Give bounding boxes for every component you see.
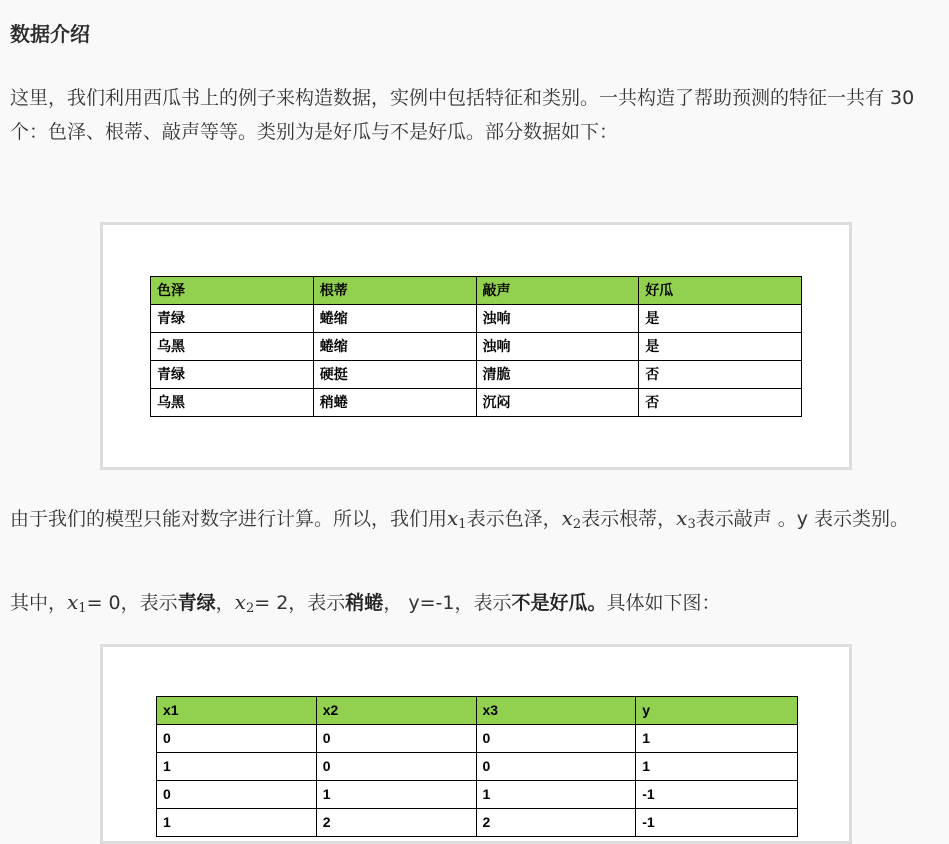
- table-cell: 1: [316, 781, 476, 809]
- math-subscript: 3: [687, 517, 696, 532]
- example-paragraph: [10, 585, 945, 626]
- math-symbol: x: [561, 506, 573, 530]
- table-header-cell: x1: [157, 697, 317, 725]
- table-cell: 2: [316, 809, 476, 837]
- table-cell: 否: [639, 361, 802, 389]
- math-symbol: x: [234, 590, 246, 614]
- table-cell: 蜷缩: [313, 305, 476, 333]
- math-subscript: 2: [572, 517, 582, 532]
- math-variable: [562, 506, 582, 530]
- feature-table: [150, 276, 802, 417]
- table-figure-1: [100, 222, 852, 470]
- table-header-cell: 敲声: [476, 277, 639, 305]
- table-header-cell: 好瓜: [639, 277, 802, 305]
- table-cell: -1: [636, 809, 798, 837]
- table-row: [157, 725, 798, 753]
- table-header-cell: y: [636, 697, 798, 725]
- encoded-table: [156, 696, 798, 837]
- table-cell: 1: [636, 725, 798, 753]
- table-cell: 浊响: [476, 305, 639, 333]
- table-header-row: [157, 697, 798, 725]
- table-cell: 硬挺: [313, 361, 476, 389]
- text-run: = 0，表示: [86, 592, 178, 614]
- math-variable: [676, 506, 696, 530]
- table-row: [151, 333, 802, 361]
- table-row: [151, 361, 802, 389]
- table-header-cell: 根蒂: [313, 277, 476, 305]
- math-variable: [235, 590, 255, 614]
- math-symbol: x: [67, 590, 79, 614]
- section-title: 数据介绍: [10, 22, 90, 46]
- table-cell: 0: [157, 725, 317, 753]
- text-run: 表示敲声 。y 表示类别。: [695, 508, 910, 530]
- table-header-row: [151, 277, 802, 305]
- table-cell: 是: [639, 333, 802, 361]
- text-run: 由于我们的模型只能对数字进行计算。所以，我们用: [10, 508, 448, 530]
- text-run: ， y=-1，表示: [383, 592, 512, 614]
- intro-paragraph: 这里，我们利用西瓜书上的例子来构造数据，实例中包括特征和类别。一共构造了帮助预测的特征一共有 30 个：色泽、根蒂、敲声等等。类别为是好瓜与不是好瓜。部分数据如下：: [10, 87, 915, 143]
- encoding-paragraph: [10, 501, 940, 542]
- bold-text: 青绿: [177, 592, 216, 614]
- bold-text: 稍蜷: [345, 592, 384, 614]
- math-variable: [67, 590, 87, 614]
- table-cell: 否: [639, 389, 802, 417]
- table-header-cell: x2: [316, 697, 476, 725]
- table-cell: 1: [157, 753, 317, 781]
- table-cell: 2: [476, 809, 636, 837]
- table-figure-2: [100, 644, 852, 844]
- math-symbol: x: [676, 506, 688, 530]
- table-cell: 乌黑: [151, 333, 314, 361]
- table-cell: 1: [157, 809, 317, 837]
- math-subscript: 2: [245, 601, 255, 616]
- table-cell: 乌黑: [151, 389, 314, 417]
- table-cell: 0: [476, 753, 636, 781]
- table-row: [157, 809, 798, 837]
- table-cell: 0: [316, 753, 476, 781]
- math-subscript: 1: [78, 601, 87, 616]
- text-run: 具体如下图：: [606, 592, 721, 614]
- table-row: [157, 753, 798, 781]
- table-row: [157, 781, 798, 809]
- text-run: 表示色泽，: [466, 508, 562, 530]
- table-cell: 0: [157, 781, 317, 809]
- table-header-cell: x3: [476, 697, 636, 725]
- bold-text: 不是好瓜。: [511, 592, 607, 614]
- math-variable: [447, 506, 467, 530]
- table-cell: 清脆: [476, 361, 639, 389]
- table-cell: 1: [636, 753, 798, 781]
- table-cell: -1: [636, 781, 798, 809]
- text-run: 其中，: [10, 592, 68, 614]
- table-cell: 沉闷: [476, 389, 639, 417]
- table-cell: 青绿: [151, 305, 314, 333]
- text-run: = 2，表示: [254, 592, 346, 614]
- table-cell: 浊响: [476, 333, 639, 361]
- table-header-cell: 色泽: [151, 277, 314, 305]
- table-cell: 0: [316, 725, 476, 753]
- table-cell: 青绿: [151, 361, 314, 389]
- math-subscript: 1: [458, 517, 467, 532]
- text-run: 表示根蒂，: [581, 508, 677, 530]
- table-row: [151, 389, 802, 417]
- table-cell: 稍蜷: [313, 389, 476, 417]
- table-row: [151, 305, 802, 333]
- table-cell: 是: [639, 305, 802, 333]
- table-cell: 蜷缩: [313, 333, 476, 361]
- table-cell: 1: [476, 781, 636, 809]
- table-cell: 0: [476, 725, 636, 753]
- math-symbol: x: [447, 506, 459, 530]
- text-run: ，: [215, 592, 235, 614]
